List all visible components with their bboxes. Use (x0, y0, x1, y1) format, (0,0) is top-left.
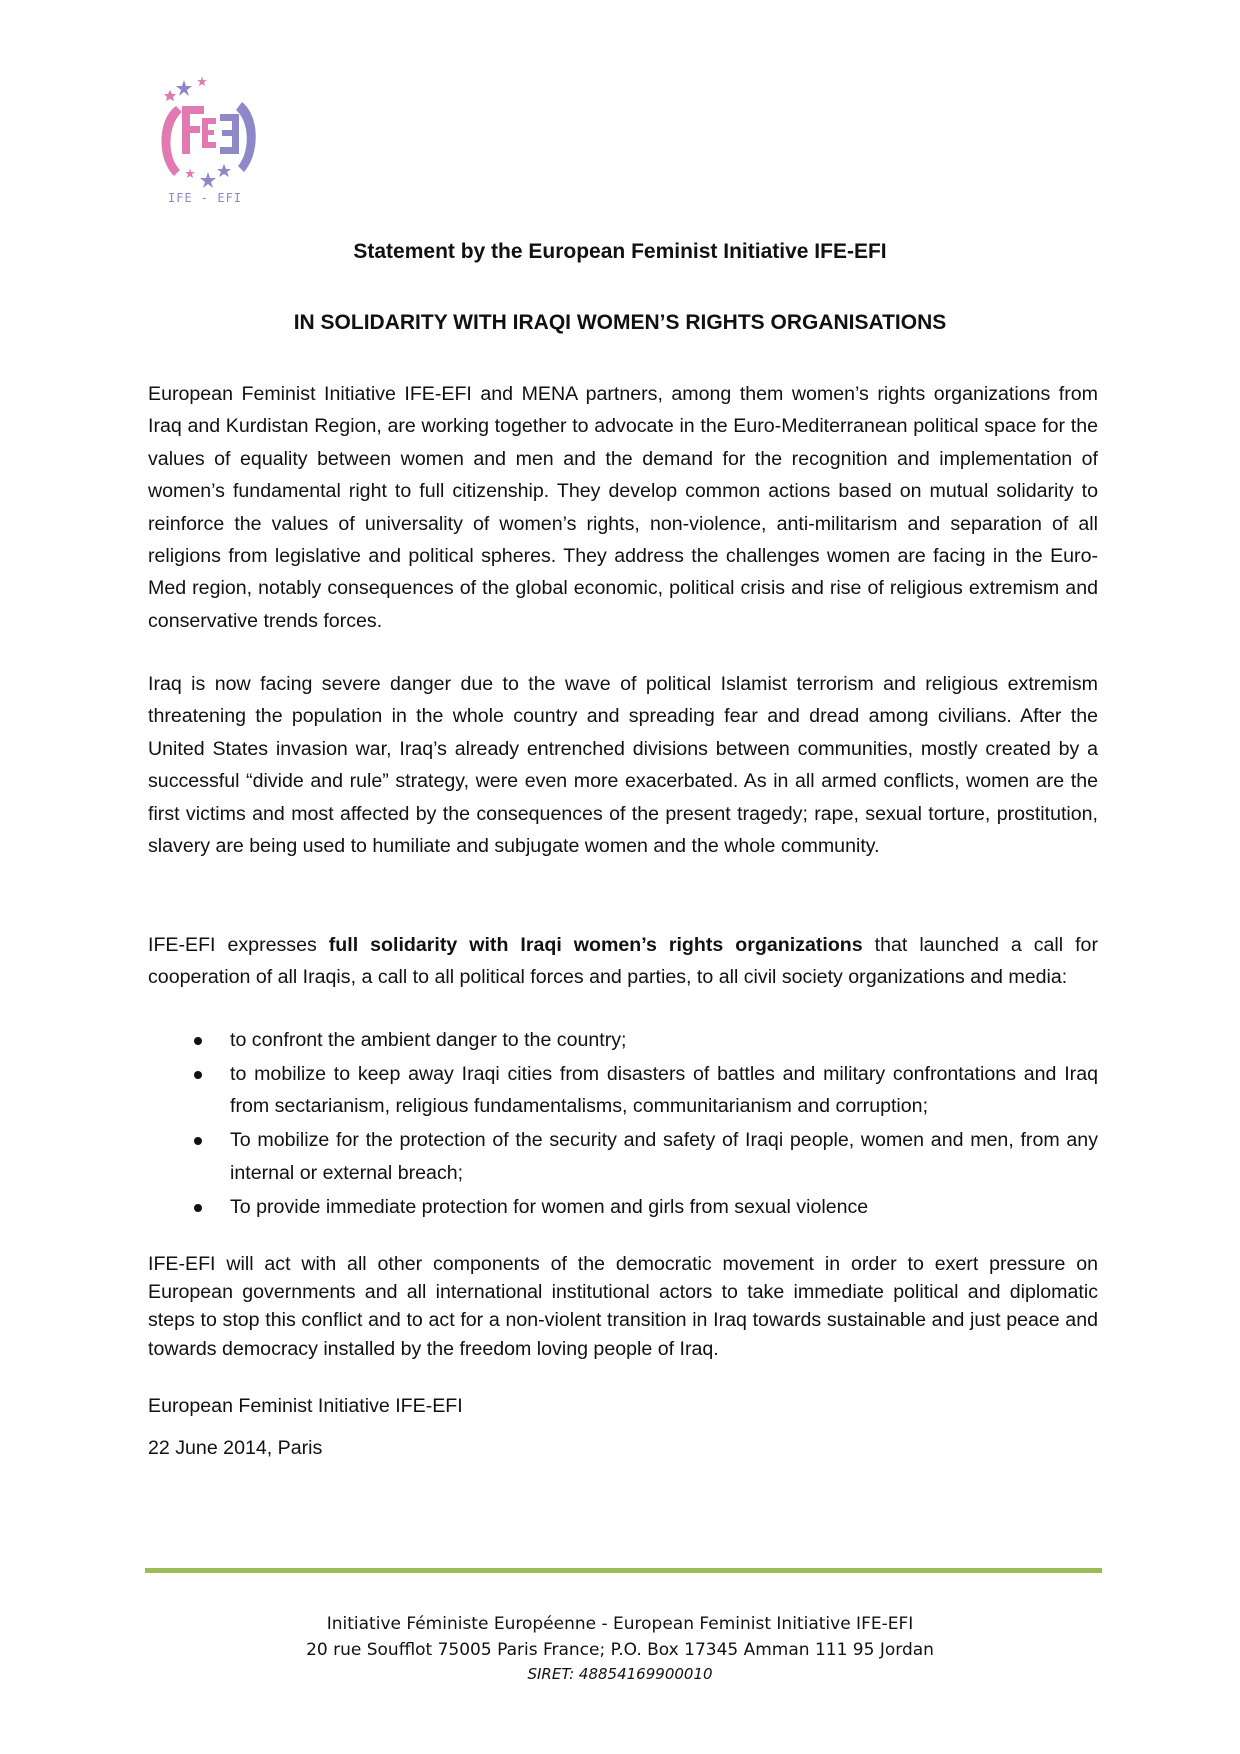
footer-siret-line: SIRET: 48854169900010 (527, 1665, 713, 1683)
bullet-icon (194, 1204, 202, 1212)
footer-org-line: Initiative Féministe Européenne - European Feminist Initiative IFE-EFI (326, 1614, 914, 1634)
solidarity-paragraph (148, 929, 1098, 994)
list-item (148, 1191, 1098, 1223)
action-paragraph: IFE-EFI will act with all other components of the democratic movement in order to exert pressure on European governments and all international institutional actors to take immediate political and diplomatic steps to stop this conflict and to act for a non-violent transition in Iraq towards sustainable and just peace and towards democracy installed by the freedom loving people of Iraq. (148, 1253, 1098, 1360)
list-item-text: To provide immediate protection for women and girls from sexual violence (230, 1195, 869, 1218)
call-list (148, 1024, 1098, 1224)
statement-title: Statement by the European Feminist Initiative IFE-EFI (353, 240, 887, 263)
solidarity-suffix: that launched a call for cooperation of all Iraqis, a call to all political forces and parties, to all civil society organizations and media: (148, 934, 1098, 989)
bullet-icon (194, 1037, 202, 1045)
footer-address-line: 20 rue Soufflot 75005 Paris France; P.O. Box 17345 Amman 111 95 Jordan (306, 1640, 934, 1660)
list-item (148, 1058, 1098, 1123)
list-item (148, 1124, 1098, 1189)
solidarity-heading: IN SOLIDARITY WITH IRAQI WOMEN’S RIGHTS ORGANISATIONS (293, 311, 947, 334)
bullet-icon (194, 1137, 202, 1145)
iraq-situation-paragraph: Iraq is now facing severe danger due to the wave of political Islamist terrorism and religious extremism threatening the population in the whole country and spreading fear and dread among civilians. After the United States invasion war, Iraq’s already entrenched divisions between communities, mostly created by a successful “divide and rule” strategy, were even more exacerbated. As in all armed conflicts, women are the first victims and most affected by the consequences of the present tragedy; rape, sexual torture, prostitution, slavery are being used to humiliate and subjugate women and the whole community. (148, 673, 1098, 858)
solidarity-bold: full solidarity with Iraqi women’s rights organizations (328, 934, 863, 956)
list-item-text: to confront the ambient danger to the country; (230, 1029, 627, 1051)
list-item-text: To mobilize for the protection of the security and safety of Iraqi people, women and men, from any internal or external breach; (230, 1129, 1098, 1184)
list-item-text: to mobilize to keep away Iraqi cities from disasters of battles and military confrontations and Iraq from sectarianism, religious fundamentalisms, communitarianism and corruption; (230, 1062, 1098, 1118)
solidarity-prefix: IFE-EFI expresses (148, 934, 329, 956)
list-item (148, 1024, 1098, 1056)
bullet-icon (194, 1071, 202, 1079)
footer-divider (145, 1568, 1102, 1573)
signature-date: 22 June 2014, Paris (148, 1437, 323, 1459)
signature-org: European Feminist Initiative IFE-EFI (148, 1395, 463, 1417)
ife-efi-logo (146, 72, 266, 212)
logo-text: IFE - EFI (168, 191, 243, 205)
intro-paragraph: European Feminist Initiative IFE-EFI and MENA partners, among them women’s rights organizations from Iraq and Kurdistan Region, are working together to advocate in the Euro-Mediterranean political space for the values of equality between women and men and the demand for the recognition and implementation of women’s fundamental right to full citizenship. They develop common actions based on mutual solidarity to reinforce the values of universality of women’s rights, non-violence, anti-militarism and separation of all religions from legislative and political spheres. They address the challenges women are facing in the Euro-Med region, notably consequences of the global economic, political crisis and rise of religious extremism and conservative trends forces. (148, 383, 1098, 632)
